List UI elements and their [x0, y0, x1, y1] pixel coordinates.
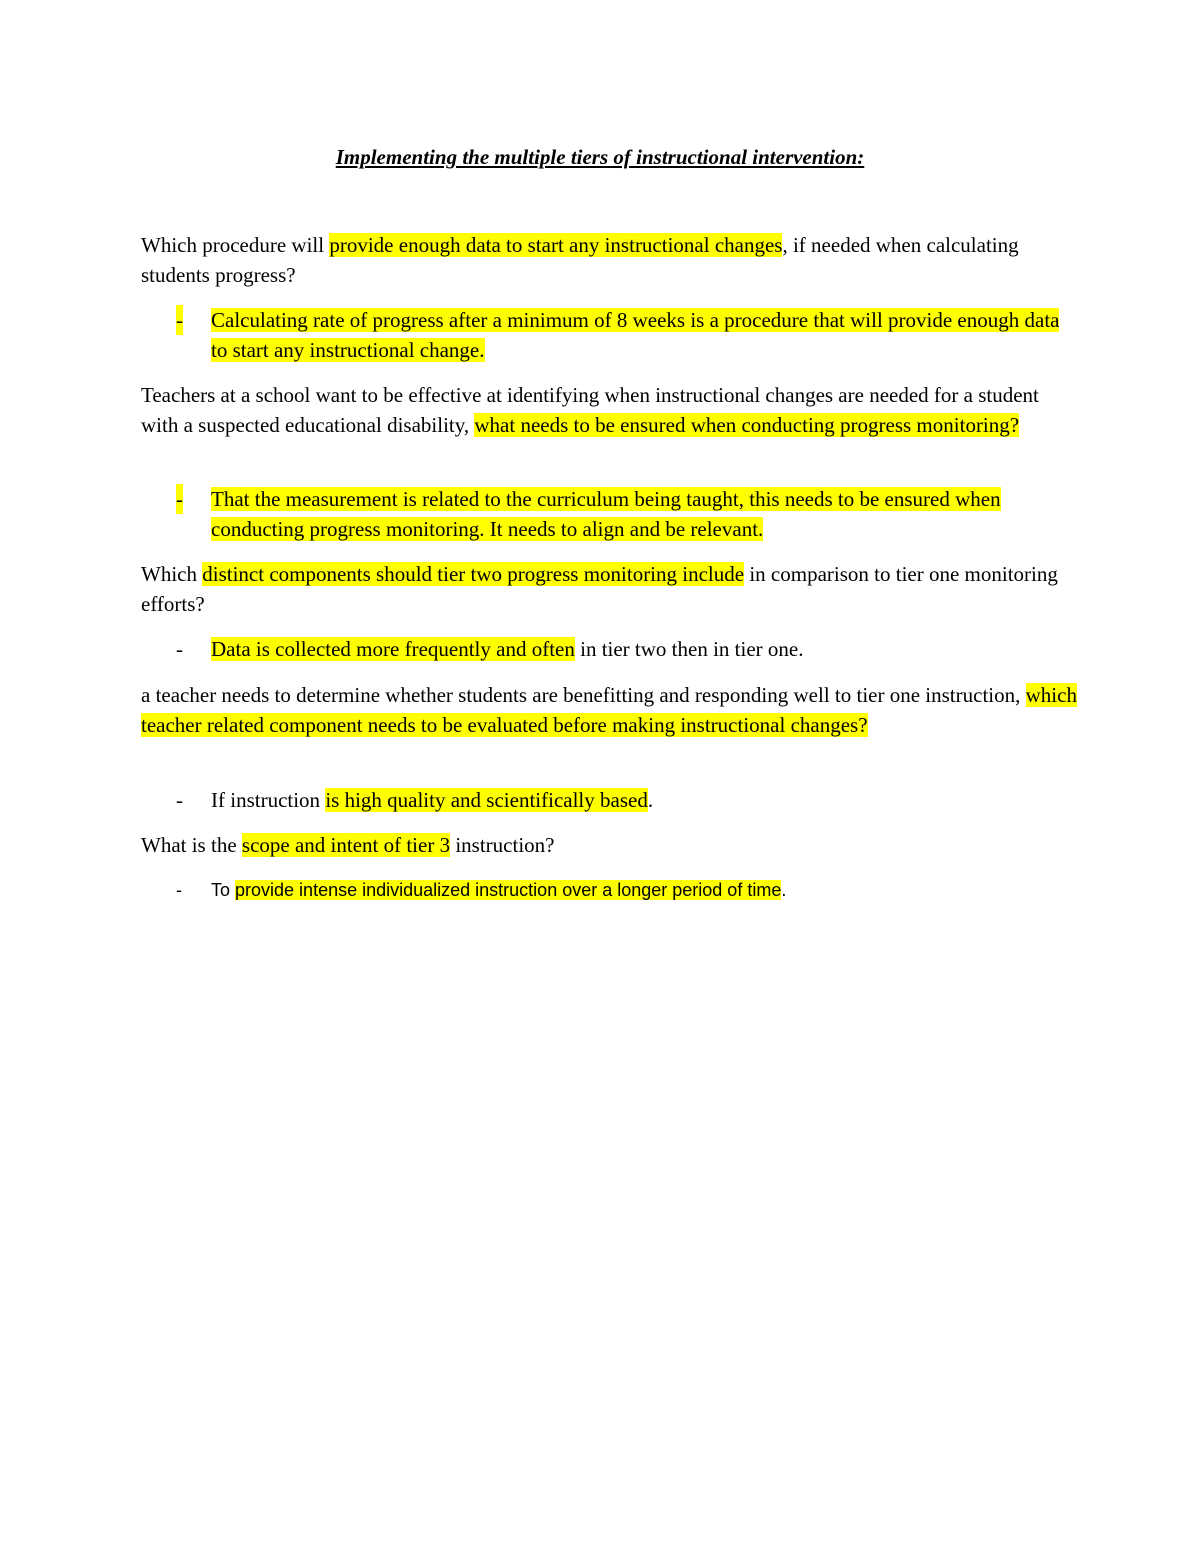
question-4-highlight: which teacher related component needs to be evaluated before making instructional changes? — [141, 683, 1077, 737]
answer-1-highlight: Calculating rate of progress after a minimum of 8 weeks is a procedure that will provide enough data to start any instructional change. — [211, 308, 1060, 362]
question-4 — [141, 680, 1081, 740]
question-1 — [141, 230, 1081, 290]
question-5 — [141, 830, 1081, 860]
answer-5-text-end: . — [781, 880, 787, 900]
answer-2-highlight: That the measurement is related to the curriculum being taught, this needs to be ensured when conducting progress monitoring. It needs to align and be relevant. — [211, 487, 1001, 541]
question-2 — [141, 380, 1081, 440]
question-3-highlight: distinct components should tier two progress monitoring include — [202, 562, 745, 586]
question-1-text: Which procedure will — [141, 233, 330, 257]
question-5-text-end: instruction? — [450, 833, 555, 857]
answer-3-text-end: in tier two then in tier one. — [574, 637, 804, 661]
question-4-text: a teacher needs to determine whether students are benefitting and responding well to tier one instruction, — [141, 683, 1026, 707]
answer-4-text-end: . — [647, 788, 654, 812]
answer-4 — [141, 785, 1081, 815]
question-2-text: Teachers at a school want to be effective at identifying when instructional changes are needed for a student with a suspected educational disability, — [141, 383, 1039, 437]
question-5-text: What is the — [141, 833, 242, 857]
answer-5-highlight: provide intense individualized instruction over a longer period of time — [235, 880, 782, 900]
answer-5-text: To — [211, 880, 236, 900]
question-5-highlight: scope and intent of tier 3 — [241, 833, 451, 857]
question-3 — [141, 559, 1081, 619]
answer-5-dash: - — [176, 880, 182, 900]
question-1-highlight: provide enough data to start any instructional changes — [329, 233, 783, 257]
answer-2 — [141, 484, 1081, 544]
answer-3 — [141, 634, 1081, 664]
answer-1-dash: - — [176, 305, 183, 335]
question-3-text: Which — [141, 562, 203, 586]
question-1-text-end: , if needed when calculating students progress? — [141, 233, 1019, 287]
answer-2-dash: - — [176, 484, 183, 514]
answer-5 — [141, 875, 1081, 905]
answer-4-highlight: is high quality and scientifically based — [325, 788, 648, 812]
answer-3-dash: - — [176, 637, 183, 661]
answer-3-highlight: Data is collected more frequently and often — [211, 637, 575, 661]
question-2-highlight: what needs to be ensured when conducting progress monitoring? — [474, 413, 1020, 437]
document-title: Implementing the multiple tiers of instructional intervention: — [335, 145, 865, 169]
answer-4-text: If instruction — [211, 788, 326, 812]
question-3-text-end: in comparison to tier one monitoring efforts? — [141, 562, 1058, 616]
answer-1 — [141, 305, 1081, 365]
answer-4-dash: - — [176, 788, 183, 812]
